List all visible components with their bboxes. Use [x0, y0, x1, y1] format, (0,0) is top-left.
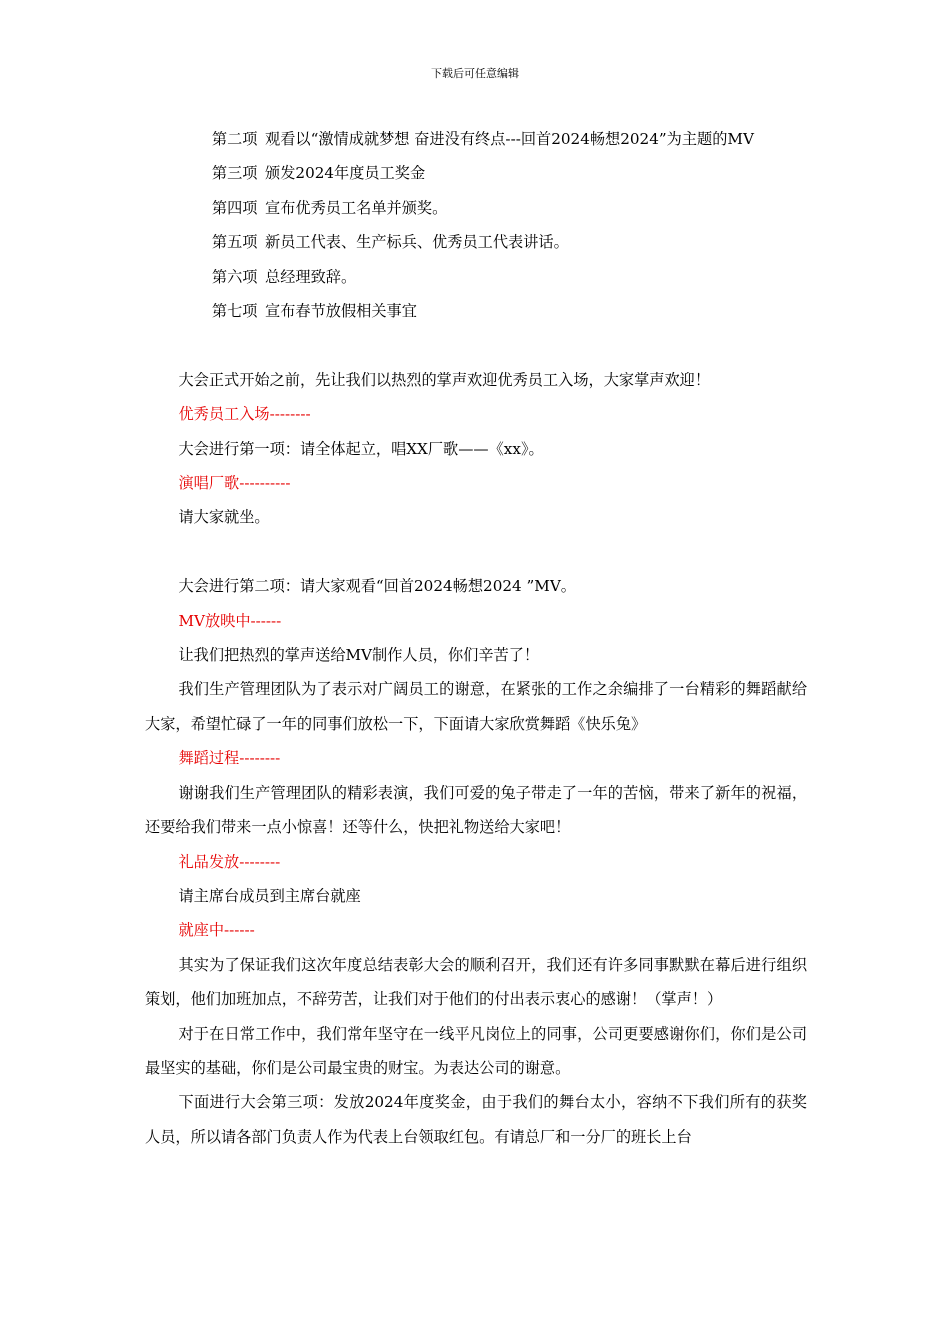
paragraph: 请主席台成员到主席台就座 — [178, 886, 361, 905]
page-header: 下载后可任意编辑 — [431, 67, 519, 80]
agenda-text: 宣布优秀员工名单并颁奖。 — [265, 198, 448, 217]
paragraph: 大会进行第二项：请大家观看“回首2024畅想2024 ”MV。 — [178, 577, 576, 596]
agenda-label: 第四项 — [211, 198, 258, 217]
paragraph: 其实为了保证我们这次年度总结表彰大会的顺利召开，我们还有许多同事默默在幕后进行组织策划，他们加班加点，不辞劳苦，让我们对于他们的付出表示衷心的感谢！（掌声！） — [145, 955, 807, 1009]
blank-line — [145, 328, 807, 362]
paragraph: 我们生产管理团队为了表示对广阔员工的谢意，在紧张的工作之余编排了一台精彩的舞蹈献给大家，希望忙碌了一年的同事们放松一下，下面请大家欣赏舞蹈《快乐兔》 — [145, 680, 807, 733]
paragraph: 大会正式开始之前，先让我们以热烈的掌声欢迎优秀员工入场，大家掌声欢迎！ — [178, 370, 710, 389]
paragraph: 下面进行大会第三项：发放2024年度奖金，由于我们的舞台太小，容纳不下我们所有的获奖人员，所以请各部门负责人作为代表上台领取红包。有请总厂和一分厂的班长上台 — [145, 1093, 807, 1146]
agenda-item-3 — [145, 156, 807, 190]
stage-direction: 舞蹈过程-------- — [178, 749, 281, 768]
agenda-item-6 — [145, 260, 807, 294]
stage-direction: 就座中------ — [178, 921, 255, 940]
agenda-text: 宣布春节放假相关事宜 — [265, 302, 417, 321]
agenda-item-7 — [145, 294, 807, 328]
agenda-item-5 — [145, 225, 807, 259]
stage-direction: 优秀员工入场-------- — [178, 405, 311, 424]
agenda-label: 第五项 — [211, 233, 258, 252]
agenda-text: 观看以“激情成就梦想 奋进没有终点---回首2024畅想2024”为主题的MV — [265, 130, 754, 148]
stage-direction: 礼品发放-------- — [178, 852, 281, 871]
paragraph: 让我们把热烈的掌声送给MV制作人员，你们辛苦了！ — [178, 646, 540, 665]
agenda-text: 总经理致辞。 — [265, 267, 357, 286]
paragraph: 大会进行第一项：请全体起立，唱XX厂歌——《xx》。 — [178, 439, 544, 458]
blank-line — [145, 535, 807, 569]
agenda-label: 第六项 — [211, 267, 258, 286]
paragraph: 谢谢我们生产管理团队的精彩表演，我们可爱的兔子带走了一年的苦恼，带来了新年的祝福，还要给我们带来一点小惊喜！还等什么，快把礼物送给大家吧！ — [145, 783, 807, 837]
agenda-label: 第二项 — [211, 130, 258, 148]
stage-direction: 演唱厂歌---------- — [178, 474, 291, 493]
agenda-text: 新员工代表、生产标兵、优秀员工代表讲话。 — [265, 233, 569, 252]
agenda-label: 第七项 — [211, 302, 258, 321]
paragraph: 对于在日常工作中，我们常年坚守在一线平凡岗位上的同事，公司更要感谢你们，你们是公司最坚实的基础，你们是公司最宝贵的财宝。为表达公司的谢意。 — [145, 1024, 807, 1077]
stage-direction: MV放映中------ — [178, 611, 282, 630]
paragraph: 请大家就坐。 — [178, 508, 270, 527]
agenda-item-2 — [145, 122, 807, 156]
agenda-label: 第三项 — [211, 164, 258, 183]
agenda-item-4 — [145, 191, 807, 225]
agenda-text: 颁发2024年度员工奖金 — [265, 164, 426, 183]
document-body — [145, 122, 807, 1154]
